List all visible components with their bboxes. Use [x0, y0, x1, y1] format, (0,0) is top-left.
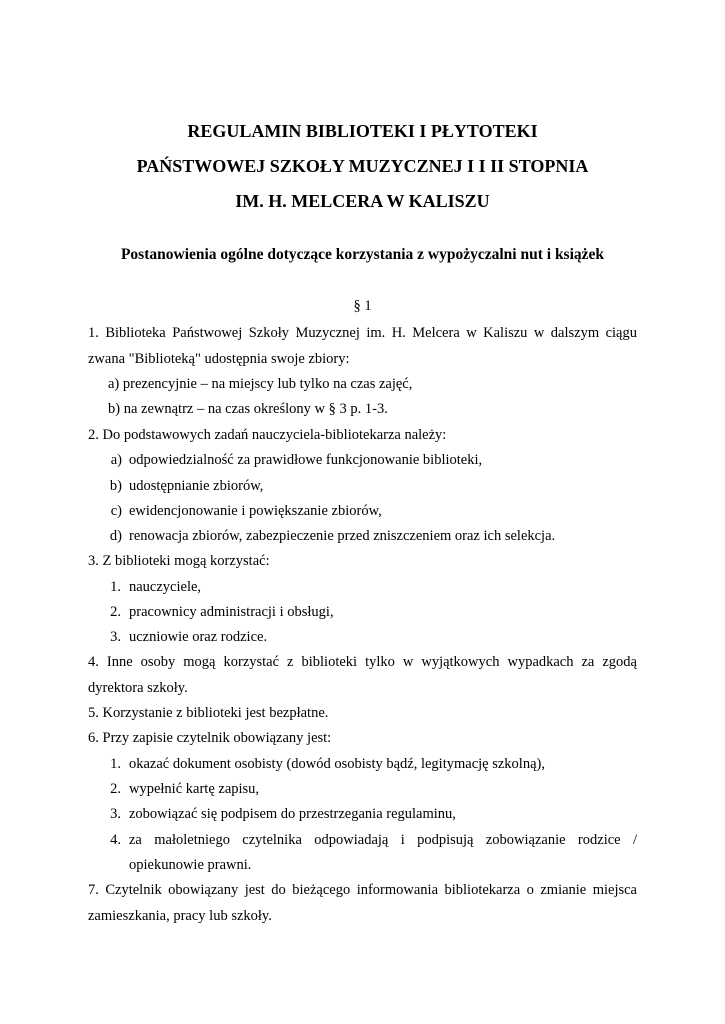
paragraph-3-line: 3. Z biblioteki mogą korzystać:	[88, 553, 270, 569]
paragraph-6-item-text: zobowiązać się podpisem do przestrzegania regulaminu,	[129, 806, 456, 822]
paragraph-6-item-marker: 4.	[110, 832, 121, 848]
paragraph-1-line-1: 1. Biblioteka Państwowej Szkoły Muzycznej im. H. Melcera w Kaliszu w dalszym ciągu	[88, 325, 637, 341]
paragraph-2-item-marker: a)	[110, 452, 122, 468]
paragraph-1-item-b: b) na zewnątrz – na czas określony w § 3 p. 1-3.	[108, 401, 388, 417]
paragraph-4-line-1: 4. Inne osoby mogą korzystać z biblioteki tylko w wyjątkowych wypadkach za zgodą	[88, 654, 637, 670]
paragraph-6-item-continuation: opiekunowie prawni.	[129, 857, 252, 873]
paragraph-3-item-text: nauczyciele,	[129, 579, 202, 595]
paragraph-4-line-2: dyrektora szkoły.	[88, 680, 188, 696]
document-title-line-2: PAŃSTWOWEJ SZKOŁY MUZYCZNEJ I I II STOPNIA	[136, 156, 589, 176]
paragraph-6-item-marker: 1.	[110, 756, 121, 772]
paragraph-6-item-marker: 2.	[110, 781, 121, 797]
paragraph-3-item-text: pracownicy administracji i obsługi,	[129, 604, 334, 620]
paragraph-2-item-text: udostępnianie zbiorów,	[129, 478, 264, 494]
document-title-line-1: REGULAMIN BIBLIOTEKI I PŁYTOTEKI	[187, 121, 538, 141]
paragraph-2-item-text: odpowiedzialność za prawidłowe funkcjonowanie biblioteki,	[129, 452, 483, 468]
section-subtitle: Postanowienia ogólne dotyczące korzystania z wypożyczalni nut i książek	[120, 246, 605, 263]
paragraph-3-item-marker: 3.	[110, 629, 121, 645]
section-mark: § 1	[353, 298, 372, 314]
paragraph-7-line-2: zamieszkania, pracy lub szkoły.	[88, 908, 272, 924]
paragraph-6-item-text: okazać dokument osobisty (dowód osobisty bądź, legitymację szkolną),	[129, 756, 545, 772]
document-title-line-3: IM. H. MELCERA W KALISZU	[235, 191, 490, 211]
paragraph-2-item-marker: c)	[110, 503, 122, 519]
paragraph-3-item-text: uczniowie oraz rodzice.	[129, 629, 268, 645]
paragraph-1-item-a: a) prezencyjnie – na miejscy lub tylko na czas zajęć,	[108, 376, 413, 392]
paragraph-6-item-text: za małoletniego czytelnika odpowiadają i podpisują zobowiązanie rodzice /	[129, 832, 637, 848]
paragraph-6-line: 6. Przy zapisie czytelnik obowiązany jest:	[88, 730, 332, 746]
paragraph-2-line: 2. Do podstawowych zadań nauczyciela-bibliotekarza należy:	[88, 427, 447, 443]
paragraph-6-item-text: wypełnić kartę zapisu,	[129, 781, 260, 797]
paragraph-3-item-marker: 1.	[110, 579, 121, 595]
paragraph-7-line-1: 7. Czytelnik obowiązany jest do bieżącego informowania bibliotekarza o zmianie miejsca	[88, 882, 637, 898]
paragraph-2-item-text: renowacja zbiorów, zabezpieczenie przed zniszczeniem oraz ich selekcja.	[129, 528, 556, 544]
paragraph-6-item-marker: 3.	[110, 806, 121, 822]
paragraph-1-line-2: zwana "Biblioteką" udostępnia swoje zbiory:	[88, 351, 350, 367]
paragraph-2-item-marker: d)	[109, 528, 122, 544]
paragraph-5-line: 5. Korzystanie z biblioteki jest bezpłatne.	[88, 705, 329, 721]
paragraph-2-item-text: ewidencjonowanie i powiększanie zbiorów,	[129, 503, 382, 519]
paragraph-3-item-marker: 2.	[110, 604, 121, 620]
paragraph-2-item-marker: b)	[109, 478, 122, 494]
